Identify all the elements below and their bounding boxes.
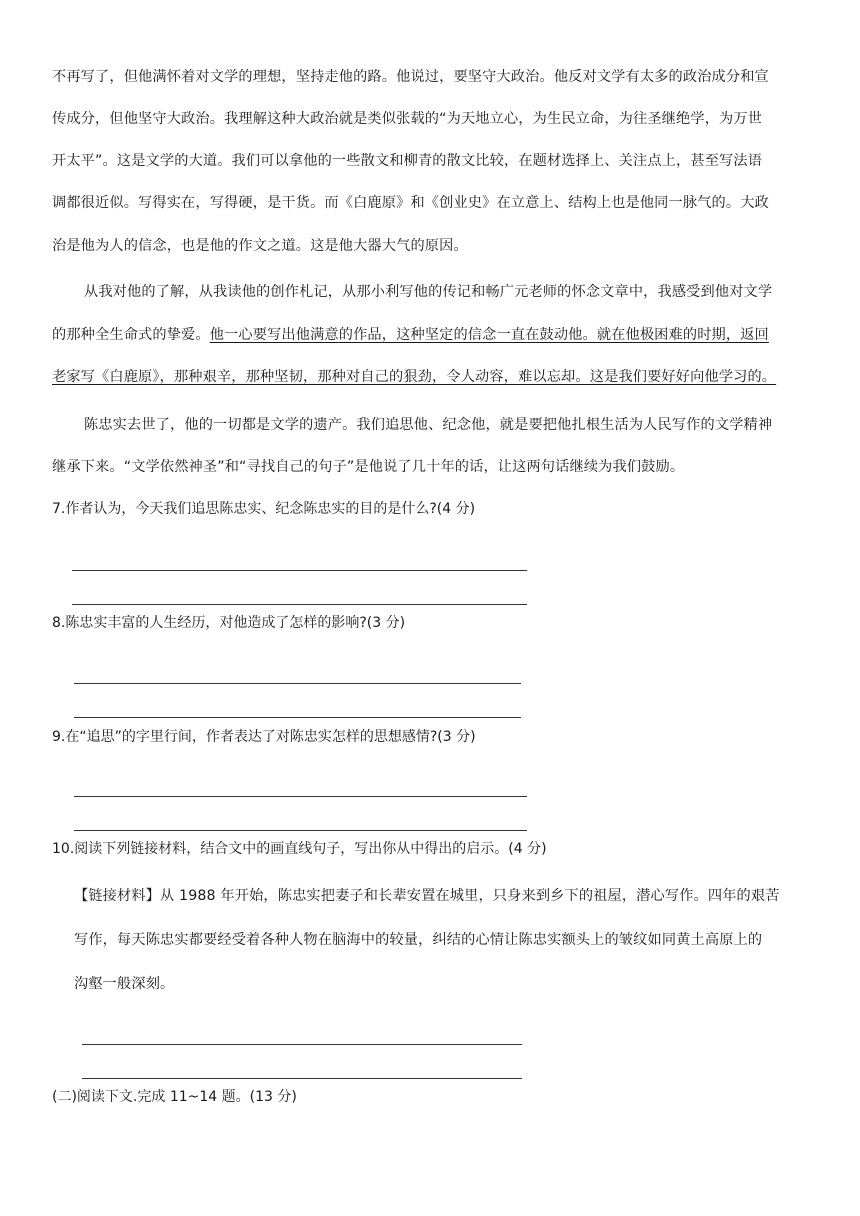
passage-line: 治是他为人的信念，也是他的作文之道。这是他大器大气的原因。 <box>52 238 468 254</box>
passage-line: 陈忠实去世了，他的一切都是文学的遗产。我们追思他、纪念他，就是要把他扎根生活为人民写作的文学精神 <box>84 417 773 433</box>
answer-line[interactable] <box>72 570 527 571</box>
underlined-sentence: 老家写《白鹿原》，那种艰辛，那种坚韧，那种对自己的狠劲，令人动容，难以忘却。这是我们要好好向他学习的。 <box>52 369 777 385</box>
passage-line: 不再写了，但他满怀着对文学的理想，坚持走他的路。他说过，要坚守大政治。他反对文学有太多的政治成分和宣 <box>52 69 769 85</box>
question-7: 7.作者认为，今天我们追思陈忠实、纪念陈忠实的目的是什么?(4 分) <box>52 501 476 517</box>
answer-line[interactable] <box>74 717 521 718</box>
question-10: 10.阅读下列链接材料，结合文中的画直线句子，写出你从中得出的启示。(4 分) <box>52 841 547 857</box>
underlined-sentence: 他一心要写出他满意的作品，这种坚定的信念一直在鼓动他。就在他极困难的时期，返回 <box>209 327 769 343</box>
link-material-line: 写作，每天陈忠实都要经受着各种人物在脑海中的较量，纠结的心情让陈忠实额头上的皱纹如同黄土高原上的 <box>74 932 763 948</box>
answer-line[interactable] <box>82 1044 522 1045</box>
link-material-line: 沟壑一般深刻。 <box>74 976 175 992</box>
answer-line[interactable] <box>74 796 527 797</box>
answer-line[interactable] <box>74 830 527 831</box>
passage-line: 调都很近似。写得实在，写得硬，是干货。而《白鹿原》和《创业史》在立意上、结构上也是他同一脉气的。大政 <box>52 195 769 211</box>
plain-text: 的那种全生命式的挚爱。 <box>52 327 210 343</box>
question-9: 9.在“追思”的字里行间，作者表达了对陈忠实怎样的思想感情?(3 分) <box>52 729 476 745</box>
answer-line[interactable] <box>74 683 521 684</box>
question-8: 8.陈忠实丰富的人生经历，对他造成了怎样的影响?(3 分) <box>52 615 406 631</box>
link-material-line: 【链接材料】从 1988 年开始，陈忠实把妻子和长辈安置在城里，只身来到乡下的祖屋，潜心写作。四年的艰苦 <box>74 888 780 904</box>
answer-line[interactable] <box>82 1078 522 1079</box>
passage-line: 从我对他的了解，从我读他的创作札记，从那小利写他的传记和畅广元老师的怀念文章中，我感受到他对文学 <box>84 284 773 300</box>
passage-line: 继承下来。“文学依然神圣”和“寻找自己的句子”是他说了几十年的话，让这两句话继续为我们鼓励。 <box>52 459 685 475</box>
passage-line <box>52 324 769 344</box>
passage-line: 开太平”。这是文学的大道。我们可以拿他的一些散文和柳青的散文比较，在题材选择上、关注点上，甚至写法语 <box>52 153 763 169</box>
section-heading: (二)阅读下文.完成 11~14 题。(13 分) <box>52 1089 297 1105</box>
passage-line <box>52 366 776 386</box>
answer-line[interactable] <box>72 604 527 605</box>
passage-line: 传成分，但他坚守大政治。我理解这种大政治就是类似张载的“为天地立心，为生民立命，为往圣继绝学，为万世 <box>52 111 763 127</box>
